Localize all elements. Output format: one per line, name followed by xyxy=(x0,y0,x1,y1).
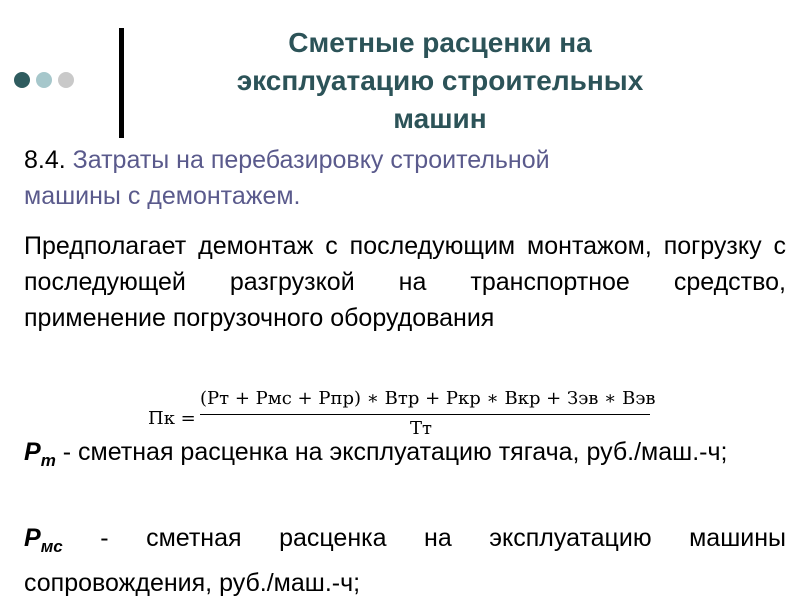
title-line-3: машин xyxy=(393,103,487,134)
section-heading-part1: Затраты на перебазировку строительной xyxy=(72,146,550,174)
fraction-line xyxy=(200,414,650,415)
title-divider xyxy=(119,28,124,138)
decorative-dots xyxy=(14,72,74,88)
formula-denominator: Тт xyxy=(410,418,432,439)
formula-numerator: (Рт + Рмс + Рпр) ∗ Втр + Ркр ∗ Вкр + Зэв ∗ Вэв xyxy=(200,388,656,409)
section-heading-part2: машины с демонтажем. xyxy=(24,182,301,210)
section-heading xyxy=(24,142,786,178)
definition-text: - сметная расценка на эксплуатацию тягача, руб./маш.-ч; xyxy=(55,438,728,466)
definition-rt xyxy=(24,434,786,479)
title-line-1: Сметные расценки на xyxy=(288,27,592,58)
dot-light xyxy=(36,72,52,88)
definition-symbol: $Р_т$ xyxy=(24,438,56,470)
definition-text: - сметная расценка на эксплуатацию машины сопровождения, руб./маш.-ч; xyxy=(24,524,786,597)
definition-rms xyxy=(24,520,786,601)
formula-lhs: Пк = xyxy=(148,408,196,429)
definition-symbol: $Р_{мс}$ xyxy=(24,524,63,556)
section-number: 8.4. xyxy=(24,146,66,174)
slide-title xyxy=(170,24,710,138)
title-line-2: эксплуатацию строительных xyxy=(236,65,644,96)
description-paragraph: Предполагает демонтаж с последующим монтажом, погрузку с последующей разгрузкой на транспортное средство, применение погрузочного оборудования xyxy=(24,232,786,332)
dot-dark xyxy=(14,72,30,88)
dot-gray xyxy=(58,72,74,88)
slide-content xyxy=(24,142,786,336)
